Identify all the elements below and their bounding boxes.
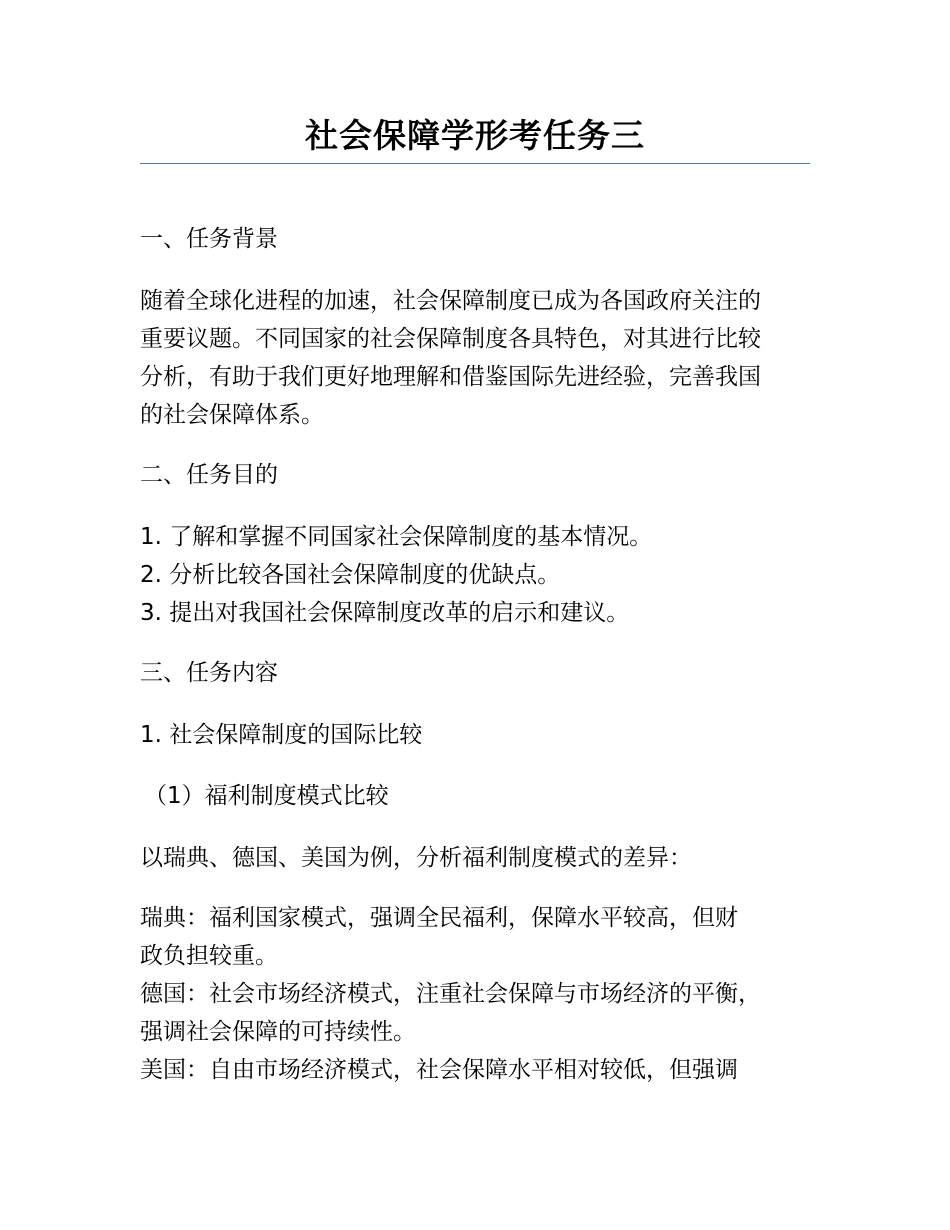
purpose-list-item: 2. 分析比较各国社会保障制度的优缺点。 bbox=[140, 562, 561, 588]
section-heading-content: 三、任务内容 bbox=[140, 660, 278, 686]
background-paragraph-line: 随着全球化进程的加速，社会保障制度已成为各国政府关注的 bbox=[140, 288, 761, 314]
content-subheading: 1. 社会保障制度的国际比较 bbox=[140, 722, 423, 748]
content-intro: 以瑞典、德国、美国为例，分析福利制度模式的差异： bbox=[140, 845, 692, 871]
background-paragraph-line: 重要议题。不同国家的社会保障制度各具特色，对其进行比较 bbox=[140, 326, 761, 352]
document-title: 社会保障学形考任务三 bbox=[305, 116, 645, 155]
country-description-line: 瑞典：福利国家模式，强调全民福利，保障水平较高，但财 bbox=[140, 905, 738, 931]
section-heading-purpose: 二、任务目的 bbox=[140, 462, 278, 488]
content-subsubheading: （1）福利制度模式比较 bbox=[144, 783, 389, 809]
country-description-line: 德国：社会市场经济模式，注重社会保障与市场经济的平衡， bbox=[140, 981, 761, 1007]
section-heading-background: 一、任务背景 bbox=[140, 226, 278, 252]
purpose-list-item: 3. 提出对我国社会保障制度改革的启示和建议。 bbox=[140, 600, 630, 626]
country-description-line: 强调社会保障的可持续性。 bbox=[140, 1019, 416, 1045]
background-paragraph-line: 的社会保障体系。 bbox=[140, 402, 324, 428]
background-paragraph-line: 分析，有助于我们更好地理解和借鉴国际先进经验，完善我国 bbox=[140, 364, 761, 390]
purpose-list-item: 1. 了解和掌握不同国家社会保障制度的基本情况。 bbox=[140, 524, 653, 550]
country-description-line: 政负担较重。 bbox=[140, 943, 278, 969]
title-underline bbox=[140, 163, 810, 164]
country-description-line: 美国：自由市场经济模式，社会保障水平相对较低，但强调 bbox=[140, 1057, 738, 1083]
